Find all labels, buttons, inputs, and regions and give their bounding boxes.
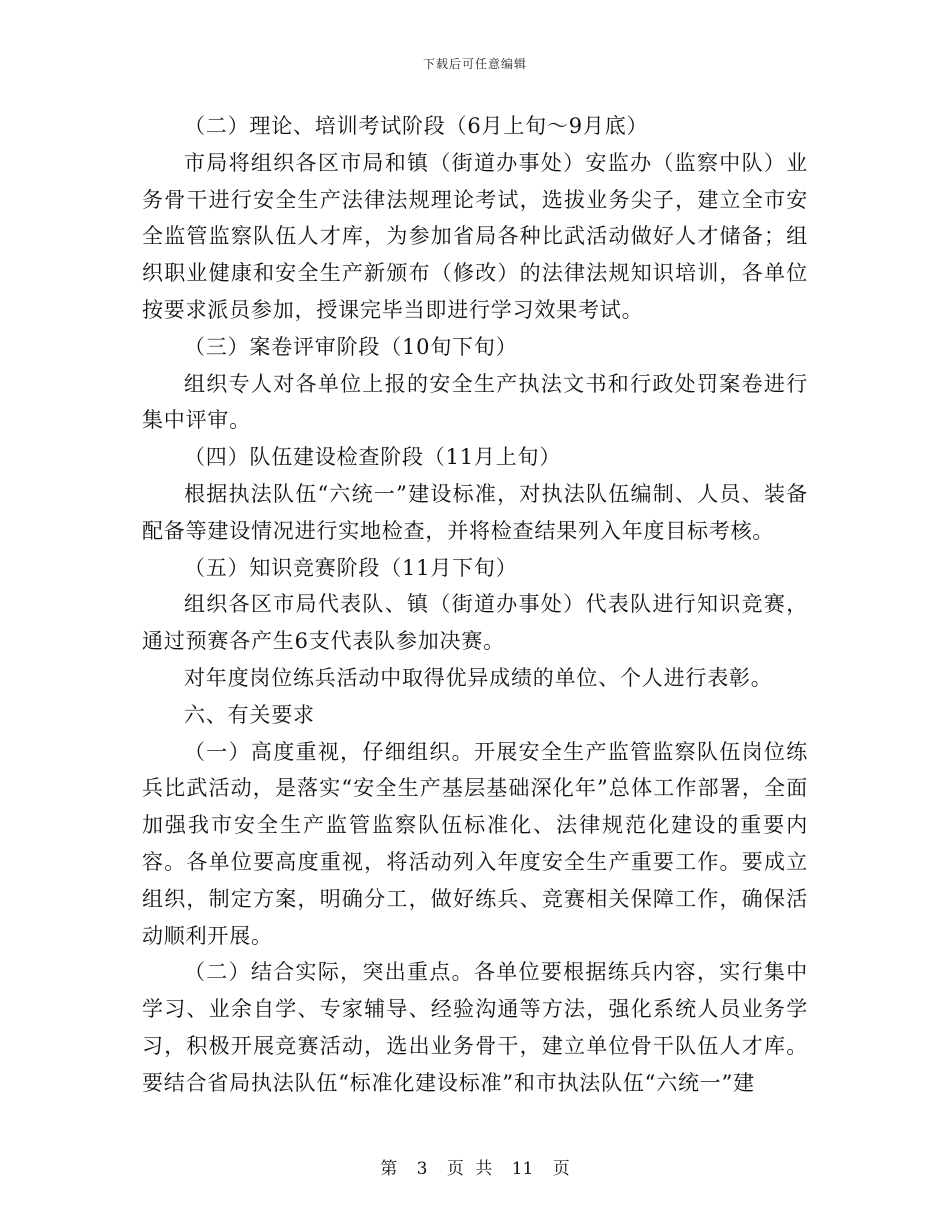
paragraph-case-review: 组织专人对各单位上报的安全生产执法文书和行政处罚案卷进行集中评审。 — [142, 371, 808, 433]
section-heading-case-review: （三）案卷评审阶段（10旬下旬） — [184, 334, 518, 359]
footer-total-pages: 11 — [511, 1159, 534, 1179]
section-heading-requirements: 六、有关要求 — [184, 702, 315, 727]
section-heading-theory-training: （二）理论、培训考试阶段（6月上旬～9月底） — [184, 114, 649, 138]
paragraph-commendation: 对年度岗位练兵活动中取得优异成绩的单位、个人进行表彰。 — [184, 665, 773, 690]
footer-prefix: 第 — [380, 1159, 398, 1179]
paragraph-requirement-1: （一）高度重视，仔细组织。开展安全生产监管监察队伍岗位练兵比武活动，是落实“安全生产基层基础深化年”总体工作部署，全面加强我市安全生产监管监察队伍标准化、法律规范化建设的重要内容。各单位要高度重视，将活动列入年度安全生产重要工作。要成立组织，制定方案，明确分工，做好练兵、竞赛相关保障工作，确保活动顺利开展。 — [142, 739, 808, 948]
document-body — [142, 108, 808, 1102]
footer-current-page: 3 — [416, 1159, 428, 1179]
section-heading-team-inspection: （四）队伍建设检查阶段（11月上旬） — [184, 445, 562, 470]
paragraph-team-inspection: 根据执法队伍“六统一”建设标准，对执法队伍编制、人员、装备配备等建设情况进行实地检查，并将检查结果列入年度目标考核。 — [142, 481, 808, 543]
page-footer — [0, 1154, 950, 1179]
paragraph-theory-training: 市局将组织各区市局和镇（街道办事处）安监办（监察中队）业务骨干进行安全生产法律法规理论考试，选拔业务尖子，建立全市安全监管监察队伍人才库，为参加省局各种比武活动做好人才储备；组织职业健康和安全生产新颁布（修改）的法律法规知识培训，各单位按要求派员参加，授课完毕当即进行学习效果考试。 — [142, 150, 808, 322]
footer-middle: 页 共 — [446, 1159, 493, 1179]
section-heading-knowledge-contest: （五）知识竞赛阶段（11月下旬） — [184, 555, 518, 580]
footer-suffix: 页 — [552, 1159, 570, 1179]
paragraph-knowledge-contest: 组织各区市局代表队、镇（街道办事处）代表队进行知识竞赛，通过预赛各产生6支代表队参加决赛。 — [142, 592, 808, 654]
paragraph-requirement-2: （二）结合实际，突出重点。各单位要根据练兵内容，实行集中学习、业余自学、专家辅导、经验沟通等方法，强化系统人员业务学习，积极开展竞赛活动，选出业务骨干，建立单位骨干队伍人才库。要结合省局执法队伍“标准化建设标准”和市执法队伍“六统一”建 — [142, 960, 808, 1095]
page-header: 下载后可任意编辑 — [422, 57, 527, 71]
